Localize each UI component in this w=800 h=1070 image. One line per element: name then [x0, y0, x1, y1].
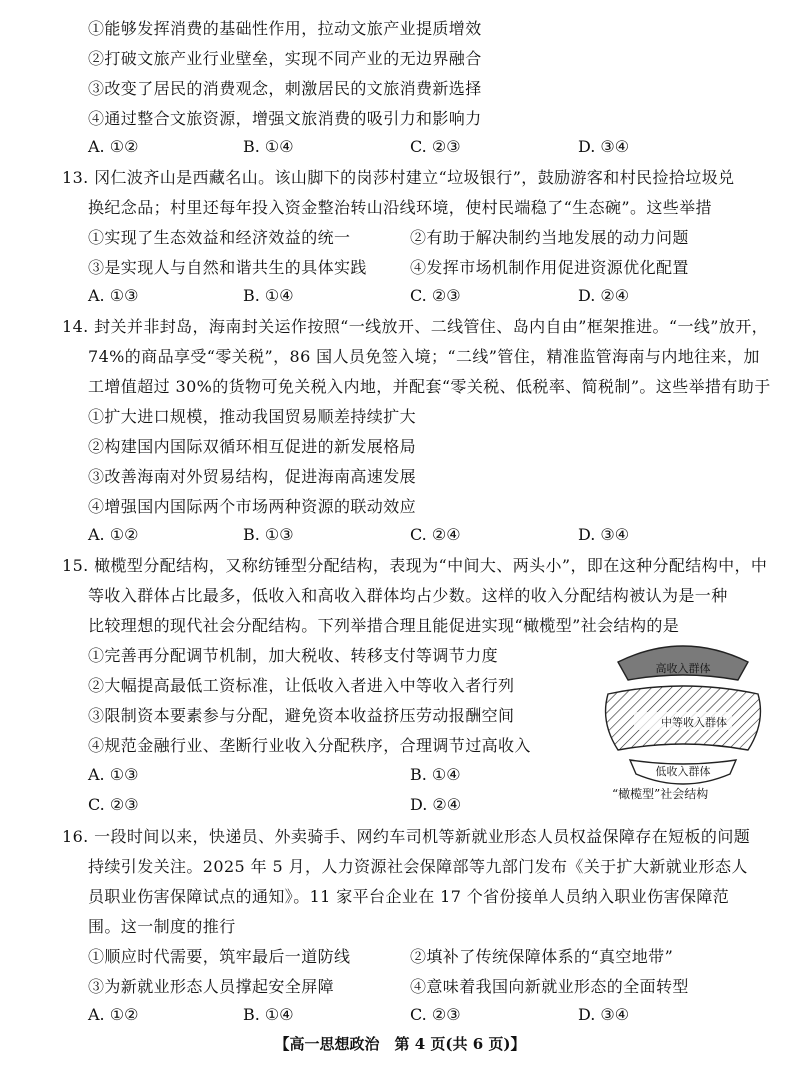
q15-item-1: ①完善再分配调节机制，加大税收、转移支付等调节力度 [88, 646, 499, 665]
middle-income-label: 中等收入群体 [661, 716, 727, 729]
q15-item-3: ③限制资本要素参与分配，避免资本收益挤压劳动报酬空间 [88, 706, 515, 725]
q12-item-1: ①能够发挥消费的基础性作用，拉动文旅产业提质增效 [88, 19, 482, 38]
q14-stem-line-3: 工增值超过 30%的货物可免关税入内地，并配套“零关税、低税率、简税制”。这些举措有助于 [88, 377, 771, 396]
q14-item-1: ①扩大进口规模，推动我国贸易顺差持续扩大 [88, 407, 417, 426]
q16-stem-line-1: 16. 一段时间以来，快递员、外卖骑手、网约车司机等新就业形态人员权益保障存在短板的问题 [62, 827, 751, 846]
q16-option-c[interactable]: C. ②③ [410, 1005, 461, 1024]
q14-option-c[interactable]: C. ②④ [410, 525, 461, 544]
q13-stem-line-2: 换纪念品；村里还每年投入资金整治转山沿线环境，使村民端稳了“生态碗”。这些举措 [88, 198, 712, 217]
q13-item-3: ③是实现人与自然和谐共生的具体实践 [88, 258, 367, 277]
q12-option-d[interactable]: D. ③④ [578, 137, 630, 156]
q13-option-a[interactable]: A. ①③ [88, 286, 139, 305]
q15-stem-line-2: 等收入群体占比最多，低收入和高收入群体均占少数。这样的收入分配结构被认为是一种 [88, 586, 728, 605]
q12-item-3: ③改变了居民的消费观念，刺激居民的文旅消费新选择 [88, 79, 482, 98]
q13-option-c[interactable]: C. ②③ [410, 286, 461, 305]
q15-option-a[interactable]: A. ①③ [88, 765, 139, 784]
figure-caption: “橄榄型”社会结构 [612, 787, 709, 801]
q13-stem-line-1: 13. 冈仁波齐山是西藏名山。该山脚下的岗莎村建立“垃圾银行”，鼓励游客和村民捡拾垃圾兑 [62, 168, 735, 187]
q14-item-4: ④增强国内国际两个市场两种资源的联动效应 [88, 497, 417, 516]
q15-option-d[interactable]: D. ②④ [410, 795, 462, 814]
q15-option-b[interactable]: B. ①④ [410, 765, 461, 784]
olive-structure-figure [598, 632, 768, 807]
page-footer: 【高一思想政治 第 4 页(共 6 页)】 [274, 1035, 526, 1053]
q13-option-b[interactable]: B. ①④ [243, 286, 294, 305]
q16-item-3: ③为新就业形态人员撑起安全屏障 [88, 977, 335, 996]
high-income-label: 高收入群体 [655, 662, 711, 675]
q12-item-4: ④通过整合文旅资源，增强文旅消费的吸引力和影响力 [88, 109, 482, 128]
q14-option-d[interactable]: D. ③④ [578, 525, 630, 544]
q12-item-2: ②打破文旅产业行业壁垒，实现不同产业的无边界融合 [88, 49, 482, 68]
low-income-label: 低收入群体 [655, 765, 711, 778]
q16-option-d[interactable]: D. ③④ [578, 1005, 630, 1024]
q16-option-a[interactable]: A. ①② [88, 1005, 139, 1024]
q13-item-1: ①实现了生态效益和经济效益的统一 [88, 228, 351, 247]
q14-option-b[interactable]: B. ①③ [243, 525, 294, 544]
q14-stem-line-1: 14. 封关并非封岛，海南封关运作按照“一线放开、二线管住、岛内自由”框架推进。“一线”放开， [62, 317, 769, 336]
q16-item-4: ④意味着我国向新就业形态的全面转型 [410, 977, 689, 996]
q16-option-b[interactable]: B. ①④ [243, 1005, 294, 1024]
q16-stem-line-2: 持续引发关注。2025 年 5 月，人力资源社会保障部等九部门发布《关于扩大新就业形态人 [88, 857, 748, 876]
q15-stem-line-1: 15. 橄榄型分配结构，又称纺锤型分配结构，表现为“中间大、两头小”，即在这种分配结构中，中 [62, 556, 768, 575]
q13-option-d[interactable]: D. ②④ [578, 286, 630, 305]
q14-item-2: ②构建国内国际双循环相互促进的新发展格局 [88, 437, 417, 456]
q14-stem-line-2: 74%的商品享受“零关税”，86 国人员免签入境；“二线”管住，精准监管海南与内地往来，加 [88, 347, 760, 366]
q15-item-4: ④规范金融行业、垄断行业收入分配秩序，合理调节过高收入 [88, 736, 531, 755]
q13-item-2: ②有助于解决制约当地发展的动力问题 [410, 228, 689, 247]
q12-option-c[interactable]: C. ②③ [410, 137, 461, 156]
q16-item-1: ①顺应时代需要，筑牢最后一道防线 [88, 947, 351, 966]
q16-stem-line-4: 围。这一制度的推行 [88, 917, 236, 936]
q14-option-a[interactable]: A. ①② [88, 525, 139, 544]
q15-stem-line-3: 比较理想的现代社会分配结构。下列举措合理且能促进实现“橄榄型”社会结构的是 [88, 616, 680, 635]
q13-item-4: ④发挥市场机制作用促进资源优化配置 [410, 258, 689, 277]
q14-item-3: ③改善海南对外贸易结构，促进海南高速发展 [88, 467, 417, 486]
q15-item-2: ②大幅提高最低工资标准，让低收入者进入中等收入者行列 [88, 676, 515, 695]
q12-option-a[interactable]: A. ①② [88, 137, 139, 156]
q16-stem-line-3: 员职业伤害保障试点的通知》。11 家平台企业在 17 个省份接单人员纳入职业伤害保障范 [88, 887, 730, 906]
q16-item-2: ②填补了传统保障体系的“真空地带” [410, 947, 674, 966]
q15-option-c[interactable]: C. ②③ [88, 795, 139, 814]
q12-option-b[interactable]: B. ①④ [243, 137, 294, 156]
